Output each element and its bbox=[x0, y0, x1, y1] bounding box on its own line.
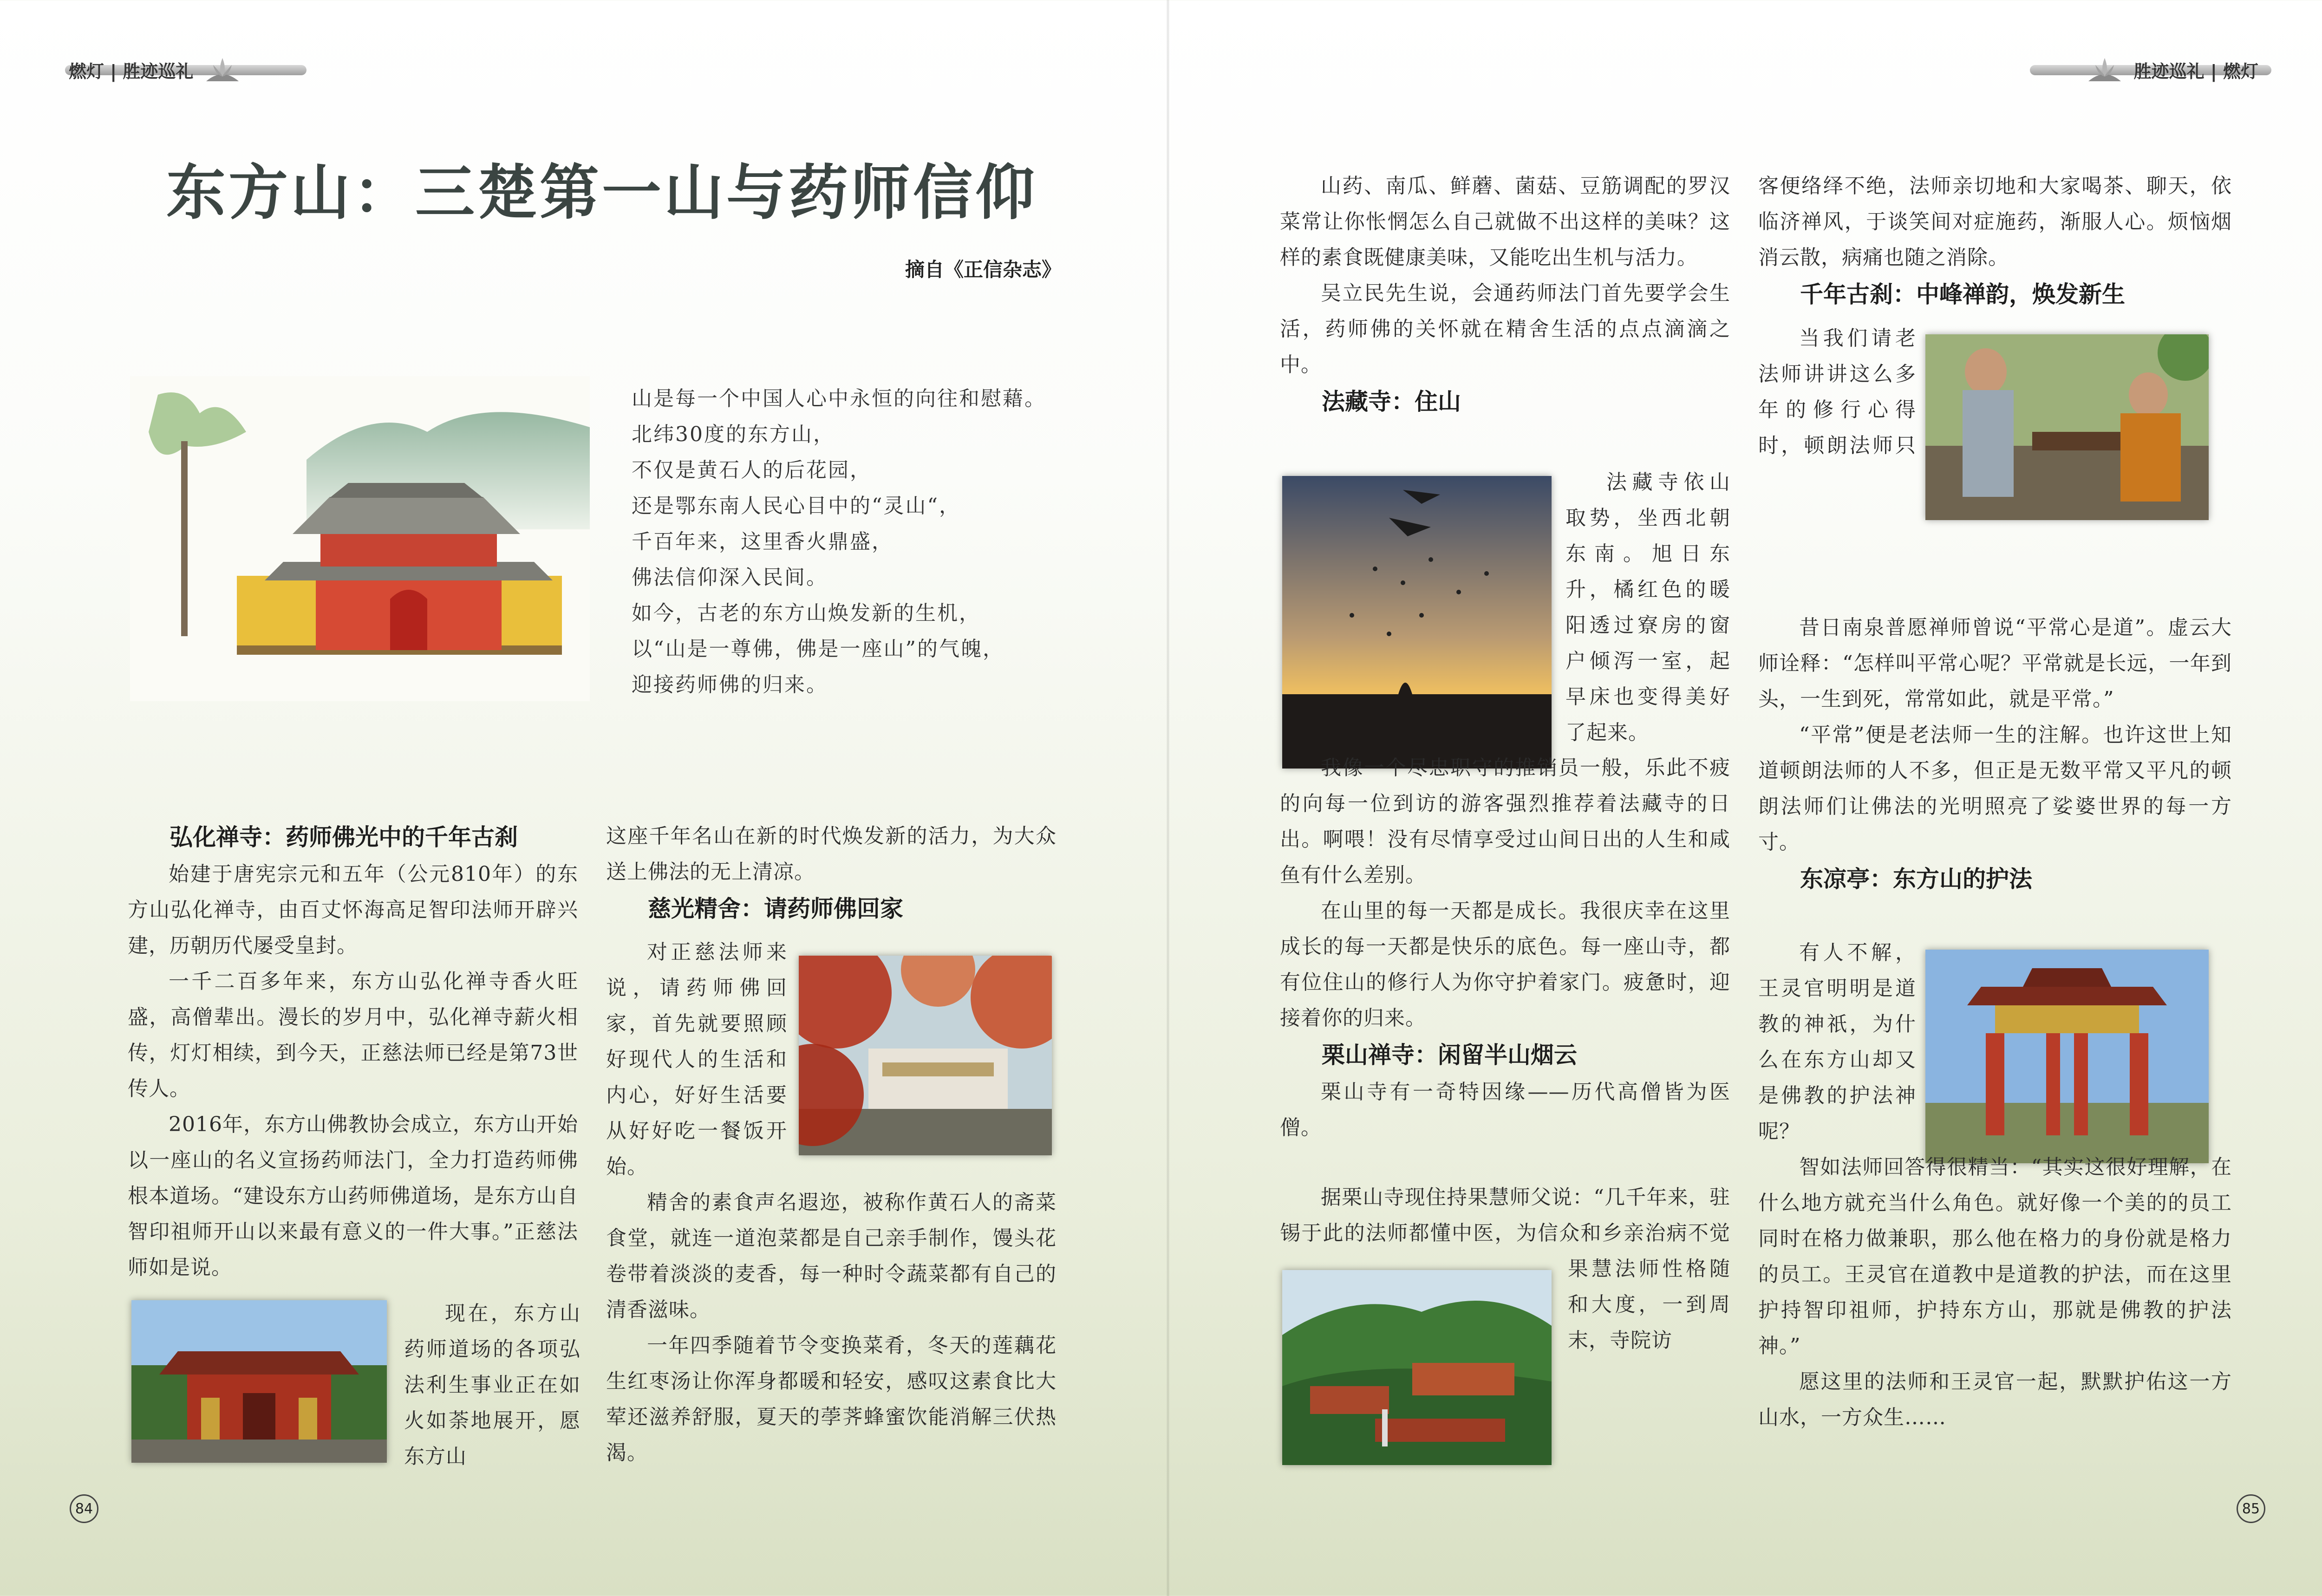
paragraph: 愿这里的法师和王灵官一起，默默护佑这一方山水，一方众生…… bbox=[1758, 1370, 2232, 1429]
paragraph: 据栗山寺现住持果慧师父说：“几千年来，驻锡于此的法师都懂中医，为信众和乡亲治病不觉 bbox=[1280, 1186, 1730, 1245]
right-column-2-lower bbox=[1758, 610, 2232, 898]
paragraph: 有人不解，王灵官明明是道教的神祇，为什么在东方山却又是佛教的护法神呢？ bbox=[1758, 941, 1916, 1143]
paragraph: 昔日南泉普愿禅师曾说“平常心是道”。虚云大师诠释：“怎样叫平常心呢？平常就是长远，一年到头，一生到死，常常如此，就是平常。” bbox=[1758, 616, 2232, 711]
mountain-temple-photo bbox=[1282, 1270, 1552, 1465]
poem-line: 还是鄂东南人民心目中的“灵山“， bbox=[632, 494, 961, 518]
poem-line: 山是每一个中国人心中永恒的向往和慰藉。 bbox=[632, 387, 1046, 410]
paragraph: “平常”便是老法师一生的注解。也许这世上知道顿朗法师的人不多，但正是无数平常又平凡的顿朗法师们让佛法的光明照亮了娑婆世界的每一方寸。 bbox=[1758, 723, 2232, 854]
paragraph: 一千二百多年来，东方山弘化禅寺香火旺盛，高僧辈出。漫长的岁月中，弘化禅寺薪火相传，灯灯相续，到今天，正慈法师已经是第73世传人。 bbox=[128, 970, 578, 1101]
right-column-1-lower bbox=[1280, 750, 1730, 1146]
paragraph: 我像一个尽忠职守的推销员一般，乐此不疲的向每一位到访的游客强烈推荐着法藏寺的日出。啊喂！没有尽情享受过山间日出的人生和咸鱼有什么差别。 bbox=[1280, 756, 1730, 887]
right-column-2-wrap bbox=[1758, 320, 1916, 463]
pailou-gate-photo bbox=[1925, 950, 2209, 1163]
page-number-left: 84 bbox=[70, 1494, 98, 1523]
right-column-1-wrap bbox=[1565, 464, 1730, 750]
paragraph: 栗山寺有一奇特因缘——历代高僧皆为医僧。 bbox=[1280, 1080, 1730, 1140]
poem-line: 迎接药师佛的归来。 bbox=[632, 673, 828, 697]
paragraph: 法藏寺依山取势，坐西北朝东南。旭日东升，橘红色的暖阳透过寮房的窗户倾泻一室，起早床也变得美好了起来。 bbox=[1565, 470, 1730, 744]
paragraph: 当我们请老法师讲讲这么多年的修行心得时，顿朗法师只 bbox=[1758, 326, 1916, 457]
right-column-2-wrap2 bbox=[1758, 935, 1916, 1149]
left-column-1 bbox=[128, 818, 578, 1285]
paragraph: 2016年，东方山佛教协会成立，东方山开始以一座山的名义宣扬药师法门，全力打造药师佛根本道场。“建设东方山药师佛道场，是东方山自智印祖师开山以来最有意义的一件大事。”正慈法师如是说。 bbox=[128, 1113, 578, 1279]
temple-painting bbox=[130, 376, 590, 701]
article-title: 东方山：三楚第一山与药师信仰 bbox=[166, 158, 1038, 228]
left-column-2 bbox=[606, 818, 1057, 928]
section-heading: 东凉亭：东方山的护法 bbox=[1800, 866, 2032, 892]
right-column-1-p7 bbox=[1280, 1179, 1730, 1251]
paragraph: 始建于唐宪宗元和五年（公元810年）的东方山弘化禅寺，由百丈怀海高足智印法师开辟兴建，历朝历代屡受皇封。 bbox=[128, 862, 578, 958]
poem-line: 北纬30度的东方山， bbox=[632, 423, 835, 446]
sunrise-birds-photo bbox=[1282, 476, 1552, 769]
poem-line: 不仅是黄石人的后花园， bbox=[632, 458, 872, 482]
right-column-2 bbox=[1758, 168, 2232, 313]
paragraph: 精舍的素食声名遐迩，被称作黄石人的斋菜食堂，就连一道泡菜都是自己亲手制作，馒头花卷带着淡淡的麦香，每一种时令蔬菜都有自己的清香滋味。 bbox=[606, 1191, 1057, 1322]
paragraph: 智如法师回答得很精当：“其实这很好理解，在什么地方就充当什么角色。就好像一个美的的员工同时在格力做兼职，那么他在格力的身份就是格力的员工。王灵官在道教中是道教的护法，而在这里护持智印祖师，护持东方山，那就是佛教的护法神。” bbox=[1758, 1155, 2232, 1358]
section-heading: 千年古刹：中峰禅韵，焕发新生 bbox=[1800, 281, 2125, 308]
paragraph: 客便络绎不绝，法师亲切地和大家喝茶、聊天，依临济禅风，于谈笑间对症施药，渐服人心。烦恼烟消云散，病痛也随之消除。 bbox=[1758, 174, 2232, 269]
left-column-2-lower bbox=[606, 1185, 1057, 1471]
paragraph: 在山里的每一天都是成长。我很庆幸在这里成长的每一天都是快乐的底色。每一座山寺，都有位住山的修行人为你守护着家门。疲惫时，迎接着你的归来。 bbox=[1280, 899, 1730, 1030]
right-column-1-wrap2 bbox=[1568, 1251, 1730, 1358]
article-source: 摘自《正信杂志》 bbox=[905, 258, 1061, 281]
header-left bbox=[60, 51, 243, 88]
right-column-1 bbox=[1280, 168, 1730, 421]
section-label-right: 胜迹巡礼 | 燃灯 bbox=[2133, 61, 2258, 82]
autumn-maple-photo bbox=[799, 956, 1052, 1155]
left-column-1-tail bbox=[404, 1296, 580, 1474]
temple-gate-photo bbox=[131, 1300, 387, 1463]
section-label-left: 燃灯 | 胜迹巡礼 bbox=[69, 61, 194, 82]
paragraph: 吴立民先生说，会通药师法门首先要学会生活，药师佛的关怀就在精舍生活的点点滴滴之中。 bbox=[1280, 281, 1730, 377]
poem-line: 如今，古老的东方山焕发新的生机， bbox=[632, 601, 981, 625]
poem-line: 佛法信仰深入民间。 bbox=[632, 566, 828, 589]
intro-poem bbox=[632, 381, 1087, 703]
poem-line: 以“山是一尊佛，佛是一座山”的气魄， bbox=[632, 637, 1004, 661]
paragraph: 对正慈法师来说，请药师佛回家，首先就要照顾好现代人的生活和内心，好好生活要从好好吃一餐饭开始。 bbox=[606, 940, 787, 1179]
poem-line: 千百年来，这里香火鼎盛， bbox=[632, 530, 894, 554]
section-heading: 法藏寺：住山 bbox=[1322, 388, 1461, 415]
paragraph: 这座千年名山在新的时代焕发新的活力，为大众送上佛法的无上清凉。 bbox=[606, 824, 1057, 884]
section-heading: 弘化禅寺：药师佛光中的千年古刹 bbox=[170, 824, 518, 851]
monks-photo bbox=[1925, 334, 2209, 520]
paragraph: 现在，东方山药师道场的各项弘法利生事业正在如火如荼地展开，愿东方山 bbox=[404, 1302, 580, 1468]
left-column-2-wrap bbox=[606, 934, 787, 1185]
paragraph: 果慧法师性格随和大度，一到周末，寺院访 bbox=[1568, 1257, 1730, 1352]
lotus-icon bbox=[202, 49, 243, 91]
page-number-right: 85 bbox=[2237, 1494, 2265, 1523]
paragraph: 一年四季随着节令变换菜肴，冬天的莲藕花生红枣汤让你浑身都暖和轻安，感叹这素食比大荤还滋养舒服，夏天的荸荠蜂蜜饮能消解三伏热渴。 bbox=[606, 1334, 1057, 1465]
right-column-2-bottom bbox=[1758, 1149, 2232, 1435]
paragraph: 山药、南瓜、鲜蘑、菌菇、豆筋调配的罗汉菜常让你怅惘怎么自己就做不出这样的美味？这样的素食既健康美味，又能吃出生机与活力。 bbox=[1280, 174, 1730, 269]
lotus-icon bbox=[2084, 49, 2126, 91]
section-heading: 慈光精舍：请药师佛回家 bbox=[648, 895, 903, 922]
right-page bbox=[1168, 0, 2322, 1596]
section-heading: 栗山禅寺：闲留半山烟云 bbox=[1322, 1042, 1577, 1068]
header-right bbox=[2084, 51, 2267, 88]
